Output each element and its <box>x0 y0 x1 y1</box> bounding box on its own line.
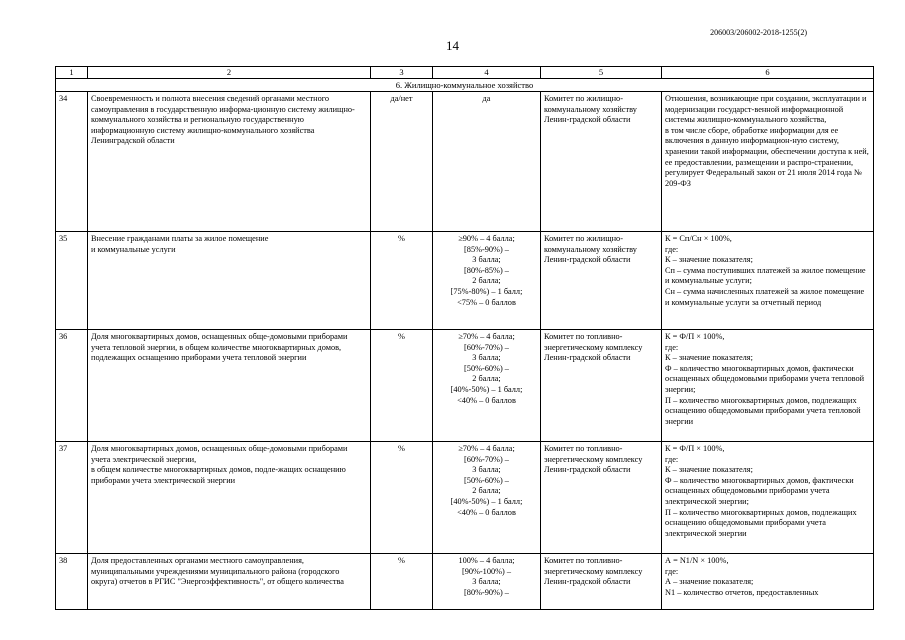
row-number: 37 <box>56 442 88 554</box>
column-number: 6 <box>662 67 874 79</box>
unit: % <box>371 554 433 610</box>
unit: % <box>371 232 433 330</box>
row-number: 34 <box>56 92 88 232</box>
calculation-method: А = N1/N × 100%, где: А – значение показателя; N1 – количество отчетов, предоставленных <box>662 554 874 610</box>
responsible-body: Комитет по топливно-энергетическому комплексу Ленин-градской области <box>541 330 662 442</box>
score-values: 100% – 4 балла; [90%-100%) – 3 балла; [80%-90%) – <box>433 554 541 610</box>
indicator-name: Своевременность и полнота внесения сведений органами местного самоуправления в государственную информа-ционную систему жилищно-коммунального хозяйства и региональную государственную информационную систему жилищно-коммунального хозяйства Ленинградской области <box>88 92 371 232</box>
unit: % <box>371 330 433 442</box>
score-values: да <box>433 92 541 232</box>
indicator-name: Внесение гражданами платы за жилое помещение и коммунальные услуги <box>88 232 371 330</box>
score-values: ≥70% – 4 балла; [60%-70%) – 3 балла; [50%-60%) – 2 балла; [40%-50%) – 1 балл; <40% – 0 баллов <box>433 330 541 442</box>
table-row <box>56 330 874 442</box>
column-number-row <box>56 67 874 79</box>
responsible-body: Комитет по жилищно-коммунальному хозяйству Ленин-градской области <box>541 232 662 330</box>
table-row <box>56 554 874 610</box>
indicators-table <box>55 66 874 610</box>
score-values: ≥90% – 4 балла; [85%-90%) – 3 балла; [80%-85%) – 2 балла; [75%-80%) – 1 балл; <75% – 0 баллов <box>433 232 541 330</box>
table-row <box>56 92 874 232</box>
section-row <box>56 79 874 92</box>
row-number: 38 <box>56 554 88 610</box>
indicator-name: Доля многоквартирных домов, оснащенных обще-домовыми приборами учета электрической энергии, в общем количестве многоквартирных домов, подле-жащих оснащению приборами учета электрической энергии <box>88 442 371 554</box>
responsible-body: Комитет по топливно-энергетическому комплексу Ленин-градской области <box>541 554 662 610</box>
responsible-body: Комитет по топливно-энергетическому комплексу Ленин-градской области <box>541 442 662 554</box>
score-values: ≥70% – 4 балла; [60%-70%) – 3 балла; [50%-60%) – 2 балла; [40%-50%) – 1 балл; <40% – 0 баллов <box>433 442 541 554</box>
column-number: 2 <box>88 67 371 79</box>
unit: % <box>371 442 433 554</box>
indicator-name: Доля многоквартирных домов, оснащенных обще-домовыми приборами учета тепловой энергии, в общем количестве многоквартирных домов, подлежащих оснащению приборами учета тепловой энергии <box>88 330 371 442</box>
calculation-method: Отношения, возникающие при создании, эксплуатации и модернизации государст-венной информационной системы жилищно-коммунального хозяйства, в том числе сборе, обработке информации для ее включения в данную информацион-ную систему, хранении такой информации, обеспечении доступа к ней, ее предоставлении, размещении и распро-странении, регулирует Федеральный закон от 21 июля 2014 года № 209-ФЗ <box>662 92 874 232</box>
row-number: 36 <box>56 330 88 442</box>
column-number: 1 <box>56 67 88 79</box>
calculation-method: К = Ф/П × 100%, где: К – значение показателя; Ф – количество многоквартирных домов, фактически оснащенных общедомовыми приборами учета тепловой энергии; П – количество многоквартирных домов, подлежащих оснащению общедомовыми приборами учета тепловой энергии <box>662 330 874 442</box>
unit: да/нет <box>371 92 433 232</box>
table-row <box>56 232 874 330</box>
column-number: 5 <box>541 67 662 79</box>
calculation-method: К = Ф/П × 100%, где: К – значение показателя; Ф – количество многоквартирных домов, фактически оснащенных общедомовыми приборами учета электрической энергии; П – количество многоквартирных домов, подлежащих оснащению общедомовыми приборами учета электрической энергии <box>662 442 874 554</box>
column-number: 4 <box>433 67 541 79</box>
column-number: 3 <box>371 67 433 79</box>
document-id: 206003/206002-2018-1255(2) <box>710 28 807 37</box>
responsible-body: Комитет по жилищно-коммунальному хозяйству Ленин-градской области <box>541 92 662 232</box>
row-number: 35 <box>56 232 88 330</box>
table-row <box>56 442 874 554</box>
indicator-name: Доля предоставленных органами местного самоуправления, муниципальными учреждениями муниципального района (городского округа) отчетов в РГИС "Энергоэффективность", от общего количества <box>88 554 371 610</box>
page-number: 14 <box>446 38 459 53</box>
section-title: 6. Жилищно-коммунальное хозяйство <box>56 79 874 92</box>
calculation-method: К = Сп/Сн × 100%, где: К – значение показателя; Сп – сумма поступивших платежей за жилое помещение и коммунальные услуги; Сн – сумма начисленных платежей за жилое помещение и коммунальные услуги за отчетный период <box>662 232 874 330</box>
